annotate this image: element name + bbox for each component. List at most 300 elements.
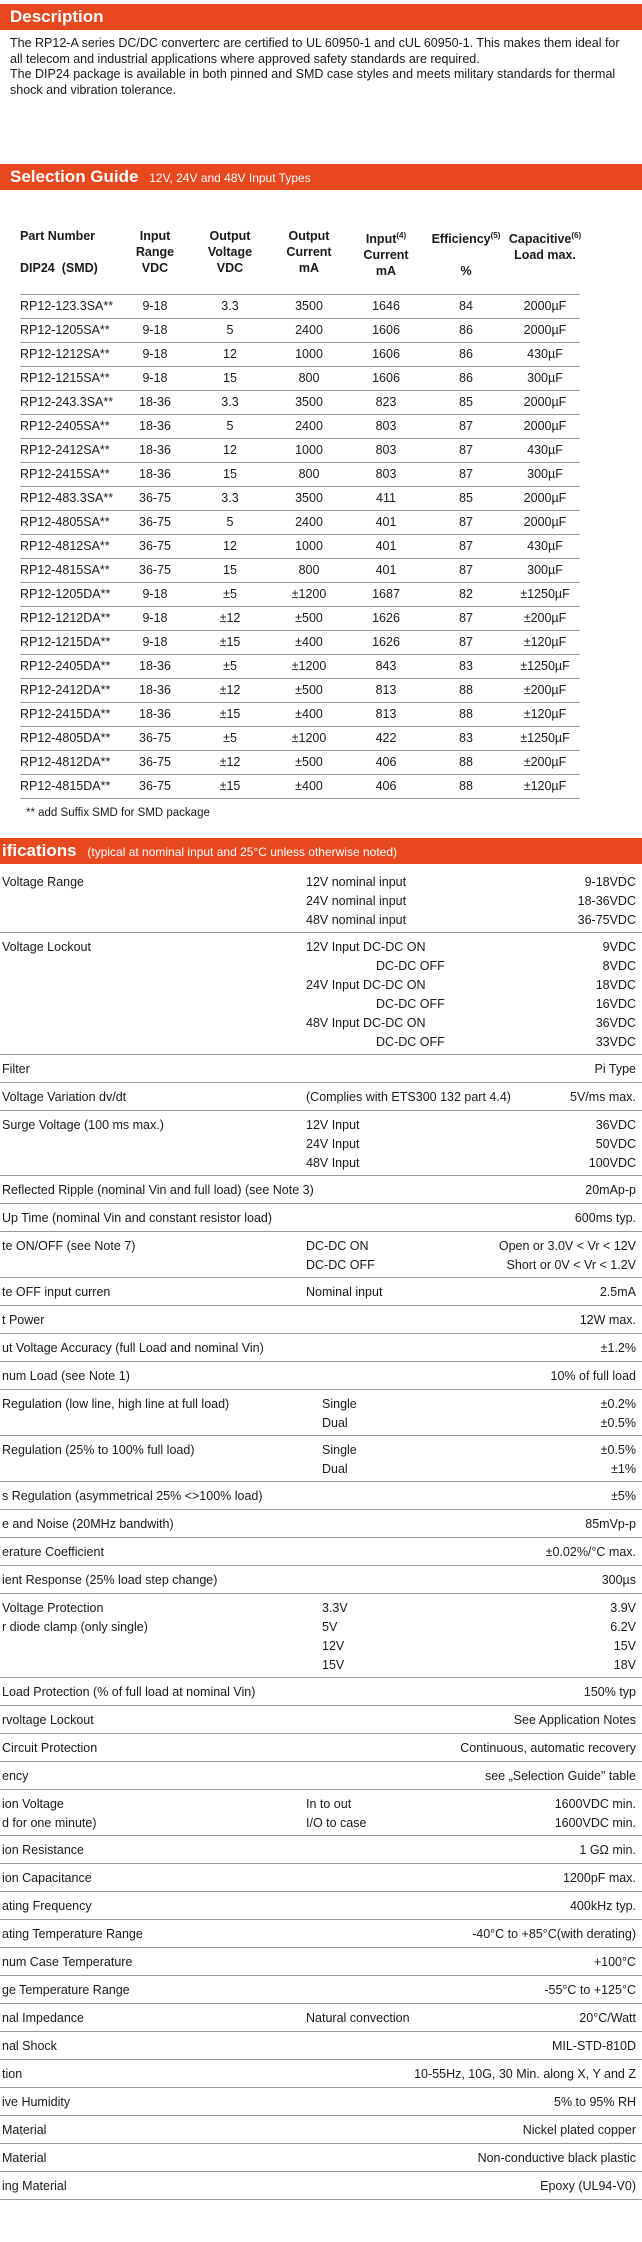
table-row <box>20 630 580 654</box>
table-cell: RP12-4812SA** <box>20 539 110 553</box>
spec-label: te OFF input curren <box>2 1285 111 1299</box>
table-cell: 406 <box>375 779 397 793</box>
spec-condition: Single <box>322 1397 357 1411</box>
table-cell: 803 <box>375 419 397 433</box>
spec-value: Open or 3.0V < Vr < 12V <box>498 1239 636 1253</box>
spec-value: 5% to 95% RH <box>554 2095 636 2109</box>
spec-condition: DC-DC ON <box>306 1239 369 1253</box>
table-cell: 2400 <box>295 419 323 433</box>
spec-value: 36-75VDC <box>577 913 636 927</box>
spec-condition: (Complies with ETS300 132 part 4.4) <box>306 1090 511 1104</box>
table-cell: 12 <box>223 443 237 457</box>
table-cell: 87 <box>459 611 473 625</box>
spec-label: num Case Temperature <box>2 1955 133 1969</box>
spec-label: num Load (see Note 1) <box>2 1369 130 1383</box>
spec-label: e and Noise (20MHz bandwith) <box>2 1517 174 1531</box>
table-cell: RP12-483.3SA** <box>20 491 114 505</box>
table-cell: 300µF <box>527 563 563 577</box>
spec-condition: 24V Input DC-DC ON <box>306 978 426 992</box>
table-cell: 18-36 <box>139 683 171 697</box>
spec-row <box>0 1790 642 1836</box>
table-row <box>20 558 580 582</box>
table-row <box>20 342 580 366</box>
spec-label: tion <box>2 2067 23 2081</box>
spec-row <box>0 2088 642 2116</box>
table-cell: 86 <box>459 371 473 385</box>
table-cell: 12 <box>223 539 237 553</box>
table-row <box>20 750 580 774</box>
table-row <box>20 606 580 630</box>
table-cell: 3500 <box>295 299 323 313</box>
spec-label: t Power <box>2 1313 45 1327</box>
table-cell: 2000µF <box>523 395 567 409</box>
table-cell: 83 <box>459 731 473 745</box>
table-cell: 823 <box>375 395 397 409</box>
spec-value: 150% typ <box>583 1685 636 1699</box>
table-cell: 813 <box>375 683 397 697</box>
table-cell: 15 <box>223 371 237 385</box>
spec-condition: 24V Input <box>306 1137 360 1151</box>
spec-condition: Single <box>322 1443 357 1457</box>
spec-row <box>0 1538 642 1566</box>
table-cell: 84 <box>459 299 473 313</box>
specifications-header <box>0 838 642 864</box>
table-row <box>20 486 580 510</box>
spec-row <box>0 2116 642 2144</box>
spec-label: ient Response (25% load step change) <box>2 1573 218 1587</box>
spec-row <box>0 1892 642 1920</box>
table-cell: RP12-1205DA** <box>20 587 111 601</box>
table-cell: RP12-243.3SA** <box>20 395 114 409</box>
table-cell: 9-18 <box>142 371 168 385</box>
spec-value: ±1.2% <box>600 1341 636 1355</box>
spec-value: 1 GΩ min. <box>579 1843 636 1857</box>
table-cell: RP12-2405DA** <box>20 659 111 673</box>
table-cell: 430µF <box>527 443 563 457</box>
table-cell: 9-18 <box>142 299 168 313</box>
description-text <box>10 36 630 98</box>
table-cell: RP12-1205SA** <box>20 323 110 337</box>
table-cell: 1000 <box>295 347 323 361</box>
table-cell: 2000µF <box>523 419 567 433</box>
header-part-number: Part Number <box>20 229 96 243</box>
table-row <box>20 582 580 606</box>
header-capacitive-load: Capacitive$^{(6)}$ Load max. <box>508 231 582 263</box>
table-cell: 3500 <box>295 395 323 409</box>
selection-guide-title: Selection Guide <box>10 167 139 186</box>
header-input-current: Input$^{(4)}$ Current mA <box>363 231 409 279</box>
specifications-title: ifications <box>2 841 77 860</box>
spec-row <box>0 2060 642 2088</box>
spec-value: +100°C <box>593 1955 636 1969</box>
table-cell: 3.3 <box>221 395 239 409</box>
table-cell: 803 <box>375 467 397 481</box>
spec-value: 20mAp-p <box>585 1183 636 1197</box>
table-cell: ±400 <box>295 707 323 721</box>
table-cell: 1646 <box>372 299 400 313</box>
table-row <box>20 678 580 702</box>
table-cell: 3.3 <box>221 491 239 505</box>
table-cell: 88 <box>459 683 473 697</box>
spec-row <box>0 1436 642 1482</box>
table-cell: 406 <box>375 755 397 769</box>
table-cell: RP12-2415SA** <box>20 467 110 481</box>
spec-value: 85mVp-p <box>585 1517 636 1531</box>
table-cell: 36-75 <box>139 515 171 529</box>
spec-value: Epoxy (UL94-V0) <box>540 2179 636 2193</box>
spec-value: 5V/ms max. <box>570 1090 636 1104</box>
table-row <box>20 654 580 678</box>
spec-value: -55°C to +125°C <box>544 1983 636 1997</box>
table-row <box>20 294 580 318</box>
table-cell: 5 <box>226 323 234 337</box>
spec-condition: 12V Input <box>306 1118 360 1132</box>
table-cell: 1626 <box>372 635 400 649</box>
spec-row <box>0 868 642 933</box>
spec-row <box>0 1836 642 1864</box>
table-cell: ±120µF <box>523 707 567 721</box>
spec-label: ing Material <box>2 2179 67 2193</box>
spec-value: 15V <box>613 1639 636 1653</box>
spec-row <box>0 1594 642 1678</box>
spec-value: 10% of full load <box>550 1369 636 1383</box>
table-cell: 36-75 <box>139 491 171 505</box>
table-cell: 87 <box>459 443 473 457</box>
description-header <box>0 4 642 30</box>
table-cell: ±1200 <box>291 587 327 601</box>
table-cell: 3.3 <box>221 299 239 313</box>
table-cell: 2000µF <box>523 299 567 313</box>
selection-guide-bottom-rule <box>20 798 580 799</box>
table-cell: 15 <box>223 563 237 577</box>
spec-row <box>0 1362 642 1390</box>
spec-label: Up Time (nominal Vin and constant resistor load) <box>2 1211 273 1225</box>
spec-value: ±1% <box>611 1462 636 1476</box>
table-cell: 12 <box>223 347 237 361</box>
spec-value: 33VDC <box>595 1035 636 1049</box>
table-cell: 86 <box>459 323 473 337</box>
table-cell: RP12-2412SA** <box>20 443 110 457</box>
spec-value: ±0.02%/°C max. <box>545 1545 636 1559</box>
table-row <box>20 702 580 726</box>
table-cell: ±500 <box>295 683 323 697</box>
table-cell: 1000 <box>295 443 323 457</box>
table-cell: 813 <box>375 707 397 721</box>
table-cell: ±1200 <box>291 731 327 745</box>
description-paragraph-2: The DIP24 package is available in both pinned and SMD case styles and meets military standards for thermal shock and vibration tolerance. <box>10 67 616 97</box>
spec-label: Surge Voltage (100 ms max.) <box>2 1118 164 1132</box>
table-row <box>20 534 580 558</box>
table-cell: 87 <box>459 635 473 649</box>
table-cell: 87 <box>459 467 473 481</box>
spec-label: Load Protection (% of full load at nominal Vin) <box>2 1685 256 1699</box>
spec-label: Regulation (25% to 100% full load) <box>2 1443 195 1457</box>
spec-label: ge Temperature Range <box>2 1983 130 1997</box>
table-cell: 1606 <box>372 347 400 361</box>
spec-value: 20°C/Watt <box>579 2011 636 2025</box>
table-cell: 36-75 <box>139 779 171 793</box>
table-cell: RP12-4815DA** <box>20 779 111 793</box>
table-cell: 9-18 <box>142 635 168 649</box>
specifications-table <box>0 868 642 2200</box>
spec-label: ating Temperature Range <box>2 1927 143 1941</box>
table-cell: ±120µF <box>523 635 567 649</box>
table-row <box>20 390 580 414</box>
spec-label: Material <box>2 2151 47 2165</box>
spec-row <box>0 1566 642 1594</box>
table-cell: 401 <box>375 515 397 529</box>
spec-value: See Application Notes <box>513 1713 636 1727</box>
table-cell: 800 <box>298 371 320 385</box>
spec-value: ±0.5% <box>600 1443 636 1457</box>
spec-value: see „Selection Guide" table <box>484 1769 636 1783</box>
selection-guide-table-header <box>20 228 580 294</box>
table-cell: 401 <box>375 563 397 577</box>
table-cell: RP12-2412DA** <box>20 683 111 697</box>
spec-row <box>0 1510 642 1538</box>
spec-condition: 5V <box>322 1620 338 1634</box>
spec-value: 1600VDC min. <box>554 1797 636 1811</box>
table-cell: 2000µF <box>523 515 567 529</box>
table-cell: ±12 <box>219 611 241 625</box>
table-cell: ±1250µF <box>520 587 570 601</box>
table-cell: ±1250µF <box>520 659 570 673</box>
table-cell: 1687 <box>372 587 400 601</box>
description-title: Description <box>10 7 104 26</box>
spec-condition: 12V Input DC-DC ON <box>306 940 426 954</box>
spec-label: ating Frequency <box>2 1899 92 1913</box>
spec-condition: 3.3V <box>322 1601 348 1615</box>
spec-value: 18VDC <box>595 978 636 992</box>
table-cell: 5 <box>226 419 234 433</box>
spec-value: 3.9V <box>610 1601 636 1615</box>
spec-row <box>0 1232 642 1278</box>
table-cell: 300µF <box>527 371 563 385</box>
spec-row <box>0 1948 642 1976</box>
spec-row <box>0 1706 642 1734</box>
table-cell: ±500 <box>295 755 323 769</box>
table-cell: ±500 <box>295 611 323 625</box>
spec-value: 18V <box>613 1658 636 1672</box>
spec-condition: 24V nominal input <box>306 894 407 908</box>
table-cell: ±120µF <box>523 779 567 793</box>
table-row <box>20 438 580 462</box>
table-cell: 9-18 <box>142 323 168 337</box>
spec-row <box>0 1976 642 2004</box>
spec-value: MIL-STD-810D <box>551 2039 636 2053</box>
spec-label: Voltage Variation dv/dt <box>2 1090 127 1104</box>
table-cell: RP12-1212DA** <box>20 611 111 625</box>
table-cell: 5 <box>226 515 234 529</box>
spec-row <box>0 1334 642 1362</box>
selection-guide-header <box>0 164 642 190</box>
spec-label: Material <box>2 2123 47 2137</box>
table-cell: ±15 <box>219 635 241 649</box>
table-cell: 88 <box>459 707 473 721</box>
spec-value: 300µs <box>601 1573 636 1587</box>
table-cell: ±5 <box>223 659 237 673</box>
spec-value: 2.5mA <box>599 1285 636 1299</box>
spec-value: Short or 0V < Vr < 1.2V <box>506 1258 636 1272</box>
table-cell: 430µF <box>527 347 563 361</box>
table-cell: ±400 <box>295 635 323 649</box>
table-row <box>20 318 580 342</box>
spec-label: s Regulation (asymmetrical 25% <>100% load) <box>2 1489 263 1503</box>
spec-condition: I/O to case <box>306 1816 367 1830</box>
table-cell: RP12-4812DA** <box>20 755 111 769</box>
table-cell: 18-36 <box>139 419 171 433</box>
spec-label: nal Shock <box>2 2039 57 2053</box>
spec-condition: DC-DC OFF <box>376 1035 445 1049</box>
spec-value: 600ms typ. <box>574 1211 636 1225</box>
spec-row <box>0 1920 642 1948</box>
spec-label: Voltage Lockout <box>2 940 91 954</box>
spec-label: Filter <box>2 1062 30 1076</box>
table-cell: 15 <box>223 467 237 481</box>
spec-value: Nickel plated copper <box>522 2123 636 2137</box>
spec-value: 12W max. <box>579 1313 636 1327</box>
spec-condition: 15V <box>322 1658 345 1672</box>
spec-value: ±5% <box>611 1489 636 1503</box>
table-row <box>20 366 580 390</box>
table-cell: 18-36 <box>139 659 171 673</box>
table-cell: 800 <box>298 467 320 481</box>
spec-row <box>0 1864 642 1892</box>
table-cell: RP12-1215SA** <box>20 371 110 385</box>
spec-value: Pi Type <box>594 1062 636 1076</box>
table-cell: RP12-4805DA** <box>20 731 111 745</box>
spec-row <box>0 1083 642 1111</box>
table-cell: 87 <box>459 539 473 553</box>
spec-label: Voltage Range <box>2 875 85 889</box>
table-cell: RP12-4805SA** <box>20 515 110 529</box>
spec-row <box>0 1678 642 1706</box>
spec-value: 1200pF max. <box>563 1871 636 1885</box>
spec-row <box>0 1390 642 1436</box>
table-cell: 1626 <box>372 611 400 625</box>
table-cell: 401 <box>375 539 397 553</box>
spec-value: 50VDC <box>595 1137 636 1151</box>
table-cell: 2000µF <box>523 323 567 337</box>
header-output-current: Output Current mA <box>286 229 332 275</box>
spec-row <box>0 1762 642 1790</box>
spec-condition: 12V <box>322 1639 345 1653</box>
spec-value: 400kHz typ. <box>569 1899 636 1913</box>
spec-row <box>0 933 642 1055</box>
spec-value: 10-55Hz, 10G, 30 Min. along X, Y and Z <box>414 2067 636 2081</box>
spec-row <box>0 2032 642 2060</box>
description-paragraph-1: The RP12-A series DC/DC converterc are certified to UL 60950-1 and cUL 60950-1. This makes them ideal for all telecom and industrial applications where approved safety standards are required. <box>10 36 620 66</box>
spec-value: 1600VDC min. <box>554 1816 636 1830</box>
table-cell: ±200µF <box>523 755 567 769</box>
table-cell: 9-18 <box>142 611 168 625</box>
table-cell: 2400 <box>295 515 323 529</box>
spec-condition: 48V Input DC-DC ON <box>306 1016 426 1030</box>
table-cell: 85 <box>459 491 473 505</box>
table-cell: 83 <box>459 659 473 673</box>
header-input-range: Input Range VDC <box>135 229 175 275</box>
table-cell: 36-75 <box>139 731 171 745</box>
spec-value: 9-18VDC <box>584 875 636 889</box>
table-cell: ±5 <box>223 587 237 601</box>
spec-value: 36VDC <box>595 1016 636 1030</box>
table-cell: 18-36 <box>139 443 171 457</box>
table-row <box>20 774 580 798</box>
spec-condition: DC-DC OFF <box>376 997 445 1011</box>
spec-condition: 48V Input <box>306 1156 360 1170</box>
table-cell: ±15 <box>219 707 241 721</box>
table-cell: 1606 <box>372 323 400 337</box>
table-cell: RP12-1212SA** <box>20 347 110 361</box>
spec-label-line-2: d for one minute) <box>2 1816 97 1830</box>
table-cell: 87 <box>459 419 473 433</box>
spec-condition: Nominal input <box>306 1285 383 1299</box>
table-cell: ±12 <box>219 755 241 769</box>
table-cell: 18-36 <box>139 467 171 481</box>
spec-condition: Dual <box>322 1416 348 1430</box>
spec-row <box>0 1176 642 1204</box>
table-cell: 18-36 <box>139 395 171 409</box>
table-cell: 18-36 <box>139 707 171 721</box>
spec-row <box>0 2004 642 2032</box>
table-row <box>20 462 580 486</box>
spec-value: Continuous, automatic recovery <box>460 1741 636 1755</box>
spec-value: 6.2V <box>610 1620 636 1634</box>
table-cell: 300µF <box>527 467 563 481</box>
table-cell: ±1250µF <box>520 731 570 745</box>
table-cell: 87 <box>459 563 473 577</box>
spec-label: ion Resistance <box>2 1843 84 1857</box>
spec-condition: 12V nominal input <box>306 875 407 889</box>
spec-label: nal Impedance <box>2 2011 85 2025</box>
spec-label: ion Voltage <box>2 1797 64 1811</box>
header-output-voltage: Output Voltage VDC <box>207 229 253 275</box>
spec-row <box>0 1306 642 1334</box>
spec-label: te ON/OFF (see Note 7) <box>2 1239 136 1253</box>
spec-value: 9VDC <box>602 940 636 954</box>
table-cell: 800 <box>298 563 320 577</box>
spec-value: 8VDC <box>602 959 636 973</box>
table-cell: ±200µF <box>523 683 567 697</box>
spec-value: 100VDC <box>588 1156 636 1170</box>
table-cell: 1000 <box>295 539 323 553</box>
table-cell: RP12-2405SA** <box>20 419 110 433</box>
table-cell: RP12-4815SA** <box>20 563 110 577</box>
table-cell: 843 <box>375 659 397 673</box>
selection-guide-table <box>20 228 580 819</box>
spec-value: Non-conductive black plastic <box>477 2151 636 2165</box>
spec-condition: DC-DC OFF <box>376 959 445 973</box>
header-efficiency: Efficiency$^{(5)}$ % <box>431 231 501 279</box>
spec-row <box>0 1482 642 1510</box>
spec-row <box>0 2172 642 2200</box>
spec-condition: In to out <box>306 1797 352 1811</box>
header-dip24: DIP24 (SMD) <box>20 261 98 275</box>
spec-row <box>0 2144 642 2172</box>
table-cell: ±400 <box>295 779 323 793</box>
table-cell: 422 <box>375 731 397 745</box>
spec-condition: Natural convection <box>306 2011 410 2025</box>
selection-guide-note: ** add Suffix SMD for SMD package <box>26 807 210 819</box>
spec-label: Reflected Ripple (nominal Vin and full load) (see Note 3) <box>2 1183 314 1197</box>
table-cell: ±1200 <box>291 659 327 673</box>
table-cell: 88 <box>459 779 473 793</box>
spec-label: ency <box>2 1769 29 1783</box>
spec-condition: DC-DC OFF <box>306 1258 375 1272</box>
selection-guide-rows <box>20 294 580 798</box>
table-row <box>20 726 580 750</box>
table-cell: 88 <box>459 755 473 769</box>
